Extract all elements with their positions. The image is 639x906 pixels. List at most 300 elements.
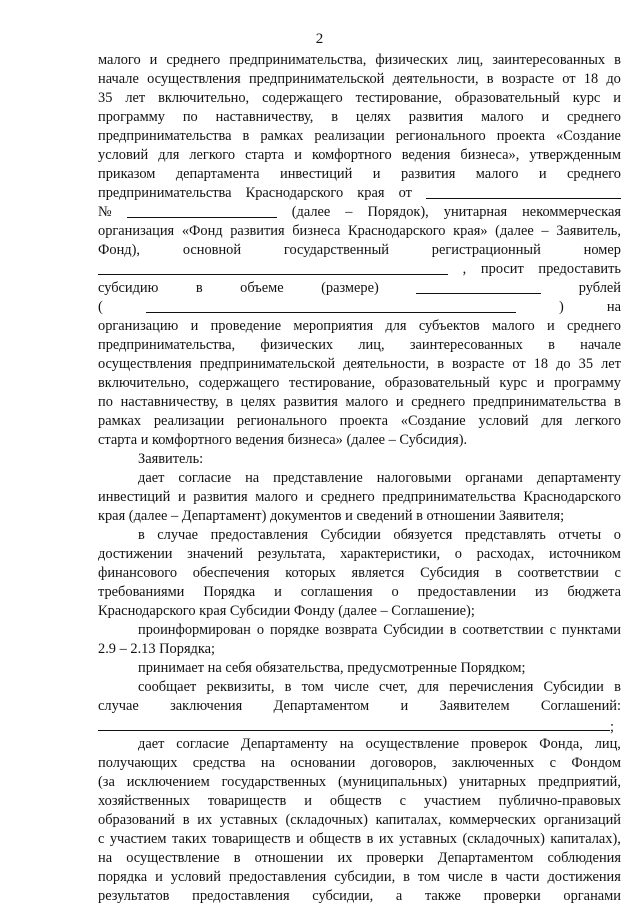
word: Краснодарского xyxy=(245,185,344,201)
text-line xyxy=(98,621,621,640)
word: целях xyxy=(355,109,391,125)
word: условий xyxy=(98,147,149,163)
text-line xyxy=(98,431,621,450)
word: предоставления xyxy=(228,869,327,885)
word: и xyxy=(294,147,302,163)
word: ведения xyxy=(401,147,451,163)
word: в xyxy=(449,622,457,638)
word: ) xyxy=(558,299,564,315)
text-line xyxy=(98,773,621,792)
word: с xyxy=(549,755,556,771)
word: образовательный xyxy=(454,90,560,106)
word: включительно, xyxy=(158,90,250,106)
word: регионального xyxy=(395,128,486,144)
word: унитарная xyxy=(443,204,508,220)
word: части xyxy=(505,869,540,885)
word: порядка xyxy=(98,869,148,885)
word: и xyxy=(274,584,282,600)
fill-in-blank xyxy=(426,184,621,199)
word: , xyxy=(462,261,467,277)
word: Краснодарского xyxy=(523,489,621,505)
word: том xyxy=(301,679,324,695)
word: предоставить xyxy=(538,261,621,277)
text-line xyxy=(98,165,621,184)
document-body xyxy=(98,51,621,906)
word: Департаменту xyxy=(240,736,328,752)
fill-in-blank xyxy=(146,298,516,313)
word: малого xyxy=(255,489,298,505)
word: является xyxy=(351,565,405,581)
word: в xyxy=(226,394,233,410)
word: по xyxy=(182,109,198,125)
word: развития xyxy=(230,223,285,239)
word: источником xyxy=(548,546,621,562)
word: заинтересованных xyxy=(409,337,523,353)
word: в xyxy=(490,869,498,885)
word: случае xyxy=(98,698,139,714)
word: по xyxy=(98,394,113,410)
word: проверки xyxy=(483,888,541,904)
word: и xyxy=(536,375,545,391)
text-line xyxy=(98,792,621,811)
word: организаций xyxy=(543,812,621,828)
word: о xyxy=(454,546,462,562)
word: (далее xyxy=(495,223,534,239)
word: Субсидия xyxy=(420,565,480,581)
word: капиталах, xyxy=(375,812,442,828)
word: от xyxy=(512,356,526,372)
word: числе xyxy=(333,679,369,695)
word: инвестиций xyxy=(98,489,171,505)
word: в xyxy=(138,527,145,543)
word: достижении xyxy=(98,546,173,562)
word: средства xyxy=(192,755,246,771)
word: мероприятия xyxy=(293,318,374,334)
word: Фондом xyxy=(571,755,621,771)
word: из xyxy=(535,584,549,600)
word: участием xyxy=(109,831,167,847)
word: исключением xyxy=(126,774,210,790)
text-line xyxy=(98,716,621,735)
word: развития xyxy=(400,166,456,182)
word: возрасте xyxy=(501,71,555,87)
word: предпринимательской xyxy=(248,71,385,87)
word: перечисления xyxy=(449,679,534,695)
word: в xyxy=(495,565,502,581)
word: субсидии, xyxy=(334,869,396,885)
text-line xyxy=(98,108,621,127)
word: деятельности, xyxy=(392,71,479,87)
text-line xyxy=(98,602,621,621)
word: образований xyxy=(98,812,175,828)
word: коммерческих xyxy=(449,812,536,828)
word: некоммерческая xyxy=(522,204,621,220)
word: от xyxy=(562,71,576,87)
word: уставных xyxy=(399,831,457,847)
word: № xyxy=(98,204,112,220)
word: участием xyxy=(423,793,481,809)
word: (складочных) xyxy=(285,812,368,828)
text-line xyxy=(98,697,621,716)
word: на xyxy=(260,755,275,771)
word: содержащего xyxy=(262,90,343,106)
word: – xyxy=(541,223,549,239)
word: финансового xyxy=(98,565,178,581)
word: Департаментом xyxy=(437,850,534,866)
word: предпринимательства, xyxy=(229,52,367,68)
word: и xyxy=(613,90,621,106)
word: для xyxy=(385,318,407,334)
word: рамках xyxy=(260,128,304,144)
word: результата, xyxy=(257,546,326,562)
word: требованиями xyxy=(98,584,185,600)
word: в xyxy=(284,679,292,695)
text-line xyxy=(98,184,621,203)
line-text: Заявитель: xyxy=(138,451,204,467)
text-line xyxy=(98,374,621,393)
word: том xyxy=(417,869,440,885)
word: проведение xyxy=(210,318,282,334)
word: основной xyxy=(182,242,242,258)
text-line xyxy=(98,146,621,165)
word: и xyxy=(305,489,314,505)
word: субъектов xyxy=(418,318,480,334)
word: 35 xyxy=(98,90,113,106)
word: края xyxy=(357,185,385,201)
word: лиц, xyxy=(358,337,385,353)
word: Субсидии xyxy=(543,679,604,695)
word: «Создание xyxy=(556,128,621,144)
word: дает xyxy=(138,470,165,486)
word: курс xyxy=(572,90,601,106)
word: и xyxy=(538,166,547,182)
word: регионального xyxy=(236,413,327,429)
word: соответствии xyxy=(462,622,544,638)
word: номер xyxy=(583,242,621,258)
word: в xyxy=(614,394,621,410)
word: согласие xyxy=(178,470,232,486)
text-line xyxy=(98,849,621,868)
word: соблюдения xyxy=(547,850,621,866)
word: предпринимательства xyxy=(98,185,232,201)
word: лиц, xyxy=(594,736,621,752)
word: рамках xyxy=(98,413,142,429)
word: в xyxy=(182,812,190,828)
word: физических xyxy=(260,337,334,353)
text-line xyxy=(98,754,621,773)
word: бизнеса», xyxy=(460,147,520,163)
word: легкого xyxy=(575,413,621,429)
word: с xyxy=(549,622,556,638)
word: и xyxy=(395,394,404,410)
word: объеме xyxy=(240,280,284,296)
word: малого xyxy=(345,394,389,410)
word: и xyxy=(400,698,409,714)
word: предоставления xyxy=(210,527,308,543)
word: в xyxy=(366,831,374,847)
text-line xyxy=(98,260,621,279)
word: Департаментом xyxy=(273,698,370,714)
word: пунктами xyxy=(561,622,621,638)
word: Краснодарского xyxy=(347,223,446,239)
word: на xyxy=(245,470,260,486)
word: Заявитель, xyxy=(556,223,621,239)
word: лет xyxy=(125,90,146,106)
word: осуществления xyxy=(98,356,192,372)
text-line xyxy=(98,659,621,678)
word: в xyxy=(403,869,410,885)
word: предпринимательства xyxy=(98,128,232,144)
text-line xyxy=(98,469,621,488)
word: в xyxy=(242,128,250,144)
word: реализации xyxy=(314,128,385,144)
fill-in-blank xyxy=(127,203,277,218)
text-line xyxy=(98,336,621,355)
word: среднего xyxy=(566,318,621,334)
line-text: принимает на себя обязательства, предусмотренные Порядком; xyxy=(138,660,526,676)
word: реквизиты, xyxy=(206,679,275,695)
word: организация xyxy=(98,223,175,239)
word: предпринимательской xyxy=(199,356,336,372)
word: государственных xyxy=(221,774,327,790)
word: условий xyxy=(478,413,529,429)
word: малого xyxy=(480,109,524,125)
word: отчеты xyxy=(558,527,602,543)
page-number: 2 xyxy=(315,31,324,47)
word: порядке xyxy=(269,622,319,638)
word: характеристики, xyxy=(340,546,441,562)
word: тестирование, xyxy=(288,375,376,391)
word: случае xyxy=(157,527,199,543)
word: обществ xyxy=(309,831,362,847)
text-line xyxy=(98,203,621,222)
word: края» xyxy=(453,223,488,239)
word: предоставления xyxy=(192,888,290,904)
word: условий xyxy=(170,869,221,885)
word: курс xyxy=(499,375,527,391)
word: и xyxy=(541,109,550,125)
word: и xyxy=(372,166,381,182)
word: в xyxy=(614,679,621,695)
word: среднего xyxy=(411,394,466,410)
word: наставничеству, xyxy=(215,109,314,125)
word: соглашения xyxy=(300,584,373,600)
word: и xyxy=(296,831,304,847)
word: налоговыми xyxy=(376,470,452,486)
word: малого xyxy=(492,318,535,334)
text-line xyxy=(98,51,621,70)
word: о xyxy=(391,584,399,600)
text-line xyxy=(98,830,621,849)
word: физических xyxy=(375,52,449,68)
text-line xyxy=(98,279,621,298)
word: Порядок), xyxy=(367,204,429,220)
word: и xyxy=(546,318,555,334)
word: заинтересованных xyxy=(492,52,606,68)
word: с xyxy=(399,793,407,809)
word: с xyxy=(614,565,621,581)
word: среднего xyxy=(566,109,621,125)
line-text: старта и комфортного ведения бизнеса» (далее – Субсидия). xyxy=(98,432,468,448)
line-text: 2.9 – 2.13 Порядка; xyxy=(98,641,216,657)
word: товариществ xyxy=(207,793,287,809)
word: и xyxy=(190,318,199,334)
word: с xyxy=(98,831,105,847)
word: Соглашений: xyxy=(540,698,621,714)
word: Субсидии xyxy=(320,527,381,543)
word: представлять xyxy=(464,527,546,543)
word: осуществление xyxy=(126,850,220,866)
word: значений xyxy=(187,546,244,562)
word: на xyxy=(339,736,354,752)
word: органами xyxy=(563,888,621,904)
text-line xyxy=(98,868,621,887)
word: предпринимательства xyxy=(472,394,607,410)
word: «Фонд xyxy=(181,223,223,239)
word: Порядка xyxy=(203,584,256,600)
word: сообщает xyxy=(138,679,197,695)
word: органами xyxy=(465,470,523,486)
word: начале xyxy=(580,337,621,353)
text-line xyxy=(98,222,621,241)
text-line xyxy=(98,393,621,412)
word: проекта xyxy=(496,128,546,144)
word: предпринимательства xyxy=(382,489,516,505)
word: в xyxy=(195,280,203,296)
word: результатов xyxy=(98,888,170,904)
word: достижения xyxy=(547,869,621,885)
word: таких xyxy=(172,831,207,847)
word: также xyxy=(424,888,461,904)
word: государственный xyxy=(283,242,389,258)
word: договоров, xyxy=(370,755,437,771)
word: среднего xyxy=(567,166,621,182)
word: обеспечения xyxy=(192,565,270,581)
word: для xyxy=(158,147,180,163)
word: субсидию xyxy=(98,280,159,296)
word: департамента xyxy=(175,166,260,182)
word: (за xyxy=(98,774,115,790)
word: приказом xyxy=(98,166,156,182)
word: Фонда, xyxy=(539,736,583,752)
word: бюджета xyxy=(567,584,621,600)
word: согласие xyxy=(176,736,230,752)
text-line xyxy=(98,450,621,469)
word: дает xyxy=(138,736,165,752)
text-line xyxy=(98,488,621,507)
text-line xyxy=(98,887,621,906)
text-line xyxy=(98,545,621,564)
word: среднего xyxy=(320,489,375,505)
word: для xyxy=(541,413,563,429)
word: представление xyxy=(273,470,363,486)
word: утвержденным xyxy=(529,147,621,163)
word: счет, xyxy=(379,679,408,695)
word: и xyxy=(149,52,158,68)
word: (размере) xyxy=(321,280,379,296)
word: и xyxy=(177,489,186,505)
word: числе xyxy=(447,869,483,885)
word: публично-правовых xyxy=(498,793,621,809)
word: ( xyxy=(98,299,103,315)
fill-in-blank xyxy=(98,260,448,275)
word: 18 xyxy=(533,356,549,372)
word: капиталах), xyxy=(550,831,621,847)
word: Субсидии xyxy=(383,622,444,638)
word: – xyxy=(345,204,353,220)
word: получающих xyxy=(98,755,178,771)
word: предоставлении xyxy=(417,584,517,600)
line-text: ; xyxy=(610,719,614,735)
text-line xyxy=(98,507,621,526)
word: унитарных xyxy=(459,774,527,790)
word: товариществ xyxy=(212,831,291,847)
word: в xyxy=(437,356,444,372)
word: в xyxy=(331,109,339,125)
word: комфортного xyxy=(311,147,392,163)
word: просит xyxy=(480,261,524,277)
word: в xyxy=(548,337,555,353)
word: о xyxy=(256,622,265,638)
word: обществ xyxy=(329,793,382,809)
word: программу xyxy=(553,375,621,391)
word: «Создание xyxy=(400,413,466,429)
word: легкого xyxy=(189,147,236,163)
word: начале xyxy=(98,71,139,87)
word: до xyxy=(556,356,571,372)
word: инвестиций xyxy=(280,166,353,182)
word: (далее xyxy=(291,204,331,220)
word: расходах, xyxy=(476,546,535,562)
word: программу xyxy=(98,109,165,125)
text-line xyxy=(98,564,621,583)
word: осуществления xyxy=(147,71,241,87)
word: тестирование, xyxy=(355,90,442,106)
word: предпринимательства, xyxy=(98,337,236,353)
word: старта xyxy=(245,147,285,163)
word: рублей xyxy=(578,280,621,296)
word: Заявителем xyxy=(439,698,510,714)
word: содержащего xyxy=(198,375,280,391)
text-line xyxy=(98,70,621,89)
word: лиц, xyxy=(457,52,484,68)
word: о xyxy=(613,527,621,543)
word: в xyxy=(486,71,494,87)
text-line xyxy=(98,127,621,146)
word: (складочных) xyxy=(462,831,545,847)
word: их xyxy=(378,831,394,847)
word: развития xyxy=(408,109,464,125)
text-line xyxy=(98,735,621,754)
word: осуществление xyxy=(365,736,459,752)
word: лет xyxy=(601,356,621,372)
word: возврата xyxy=(324,622,378,638)
word: наставничеству, xyxy=(120,394,219,410)
word: заключенных xyxy=(451,755,535,771)
word: заключения xyxy=(170,698,243,714)
word: проинформирован xyxy=(138,622,251,638)
word: соответствии xyxy=(517,565,599,581)
word: до xyxy=(606,71,621,87)
word: основании xyxy=(290,755,356,771)
word: бизнеса xyxy=(292,223,341,239)
word: развития xyxy=(193,489,248,505)
word: 18 xyxy=(583,71,599,87)
text-line xyxy=(98,317,621,336)
word: их xyxy=(337,850,353,866)
fill-in-blank xyxy=(98,716,610,731)
word: в xyxy=(233,850,241,866)
